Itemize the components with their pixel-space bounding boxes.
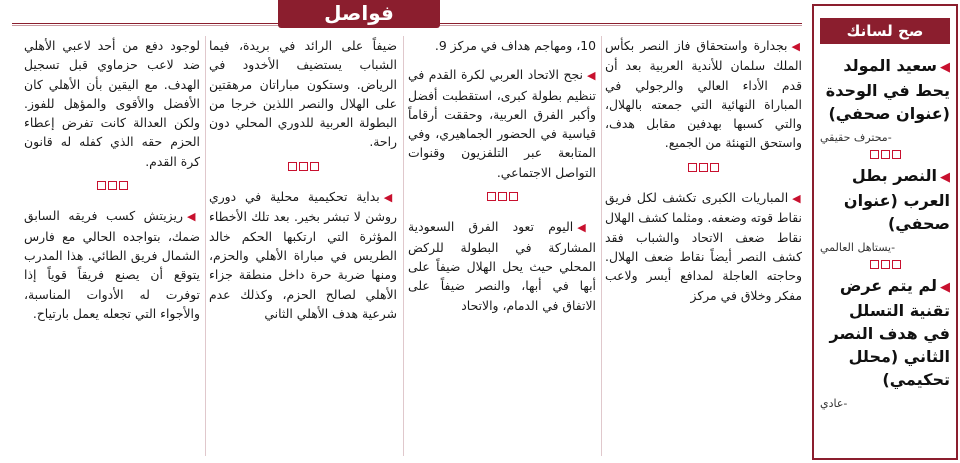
bullet-triangle-icon: ◀ [383,191,397,205]
sidebar-headline: لم يتم عرض تقنية التسلل في هدف النصر الثاني (محلل تحكيمي) [829,276,950,389]
sidebar-item [814,274,956,410]
paragraph: نجح الاتحاد العربي لكرة القدم في تنظيم بطولة كبرى، استقطبت أفضل وأكبر الفرق العربية، وحققت أرقاماً قياسية في الحضور الجماهيري، وفي المتابعة عبر التلفزيون وقنوات التواصل الاجتماعي. [408,67,596,180]
article-column-2 [408,36,596,458]
sidebar-headline: النصر بطل العرب (عنوان صحفي) [843,166,950,233]
separator-boxes [820,150,950,162]
sidebar-byline: -محترف حقيقي [820,131,892,144]
bullet-triangle-icon: ◀ [940,60,950,75]
sidebar-byline: -عادي [820,397,848,410]
paragraph: ريزيتش كسب فريقه السابق ضمك، بتواجده الحالي مع فارس الشمال فريق الطائي. هذا المدرب يتوقع أن يصنع فريقاً قوياً إذا توفرت له الأدوات المناسبة، والأجواء التي تجعله يعمل بارتياح. [24,208,200,321]
separator-boxes [408,190,596,209]
bullet-triangle-icon: ◀ [577,221,596,235]
sidebar-byline: -يستاهل العالمي [820,241,896,254]
article-column-4 [24,36,200,458]
paragraph: اليوم تعود الفرق السعودية المشاركة في البطولة للركض المحلي حيث يحل الهلال ضيفاً على أبها في أبها، والنصر ضيفاً على الاتفاق في الدمام، والاتحاد [408,219,596,313]
paragraph: لوجود دفع من أحد لاعبي الأهلي ضد لاعب حزماوي قبل تسجيل الهدف. مع اليقين بأن الأهلي كان الأفضل والأقوى والمؤهل للفوز. ولكن العدالة كانت تفرض إعطاء الحزم حقه الذي كفله له قانون كرة القدم. [24,38,200,169]
bullet-triangle-icon: ◀ [940,280,950,295]
paragraph: بجدارة واستحقاق فاز النصر بكأس الملك سلمان للأندية العربية بعد أن قدم الأداء العالي والرجولي في المباراة النهائية التي جمعته بالهلال، والتي كسبها بهدفين مقابل هدف، واستحق التهنئة من الجميع. [605,38,802,151]
paragraph: المباريات الكبرى تكشف لكل فريق نقاط قوته وضعفه. ومثلما كشف الهلال نقاط ضعف الاتحاد والشباب فقد كشف النصر أيضاً نقاط ضعف الهلال. وحاجته العاجلة لمدافع أيسر ولاعب مفكر وخلاق في مركز [605,190,802,303]
bullet-triangle-icon: ◀ [586,69,596,83]
bullet-triangle-icon: ◀ [186,210,200,224]
separator-boxes [24,179,200,198]
bullet-triangle-icon: ◀ [940,170,950,185]
article-column-1 [605,36,802,458]
sidebar-item [814,164,956,272]
sidebar-item [814,54,956,162]
column-divider [601,36,602,456]
article-column-3 [209,36,397,458]
separator-boxes [605,161,802,180]
separator-boxes [209,160,397,179]
sidebar-box [812,4,958,460]
column-divider [205,36,206,456]
sidebar-headline: سعيد المولد يحط في الوحدة (عنوان صحفي) [825,56,950,123]
section-banner: فواصل [278,0,440,28]
sidebar-title: صح لسانك [820,18,950,44]
paragraph: ضيفاً على الرائد في بريدة، فيما الشباب يستضيف الأخدود في الرياض. وستكون مباراتان مرهقتين على الهلال والنصر اللذين خرجا من البطولة العربية للدوري المحلي دون راحة. [209,38,397,150]
separator-boxes [820,260,950,272]
column-divider [403,36,404,456]
bullet-triangle-icon: ◀ [792,192,802,206]
bullet-triangle-icon: ◀ [791,40,802,53]
paragraph: بداية تحكيمية محلية في دوري روشن لا تبشر بخير. بعد تلك الأخطاء المؤثرة التي ارتكبها الحكم خالد الطريس في مباراة الأهلي والحزم، ومنها ضربة حرة داخل منطقة جزاء الأهلي لصالح الحزم، وكذلك عدم شرعية هدف الأهلي الثاني [209,189,397,321]
paragraph: 10، ومهاجم هداف في مركز 9. [434,38,596,53]
